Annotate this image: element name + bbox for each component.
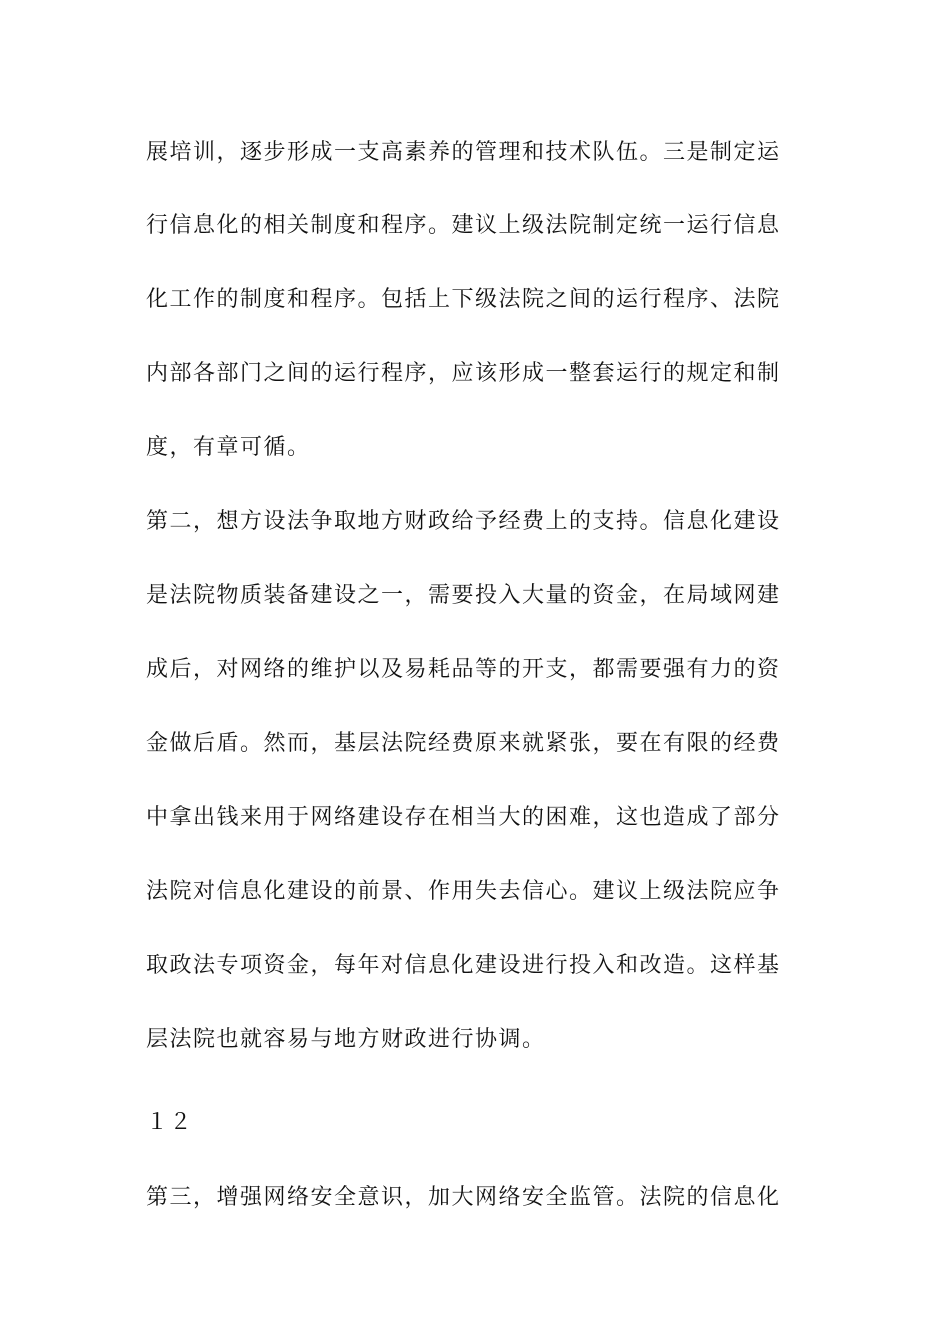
text-line-10: 中拿出钱来用于网络建设存在相当大的困难，这也造成了部分 [146, 805, 781, 830]
text-line-13: 层法院也就容易与地方财政进行协调。 [146, 1027, 546, 1052]
text-line-15: 第三，增强网络安全意识，加大网络安全监管。法院的信息化 [146, 1185, 781, 1210]
text-line-4: 内部各部门之间的运行程序，应该形成一整套运行的规定和制 [146, 361, 781, 386]
text-line-1: 展培训，逐步形成一支高素养的管理和技术队伍。三是制定运 [146, 140, 781, 165]
text-line-6: 第二，想方设法争取地方财政给予经费上的支持。信息化建设 [146, 509, 781, 534]
text-line-9: 金做后盾。然而，基层法院经费原来就紧张，要在有限的经费 [146, 731, 781, 756]
text-line-3: 化工作的制度和程序。包括上下级法院之间的运行程序、法院 [146, 287, 781, 312]
page-number: １２ [146, 1110, 194, 1135]
text-line-7: 是法院物质装备建设之一，需要投入大量的资金，在局域网建 [146, 583, 781, 608]
text-line-11: 法院对信息化建设的前景、作用失去信心。建议上级法院应争 [146, 879, 781, 904]
text-line-12: 取政法专项资金，每年对信息化建设进行投入和改造。这样基 [146, 953, 781, 978]
text-line-2: 行信息化的相关制度和程序。建议上级法院制定统一运行信息 [146, 213, 781, 238]
text-line-8: 成后，对网络的维护以及易耗品等的开支，都需要强有力的资 [146, 657, 781, 682]
text-line-5: 度，有章可循。 [146, 435, 311, 460]
